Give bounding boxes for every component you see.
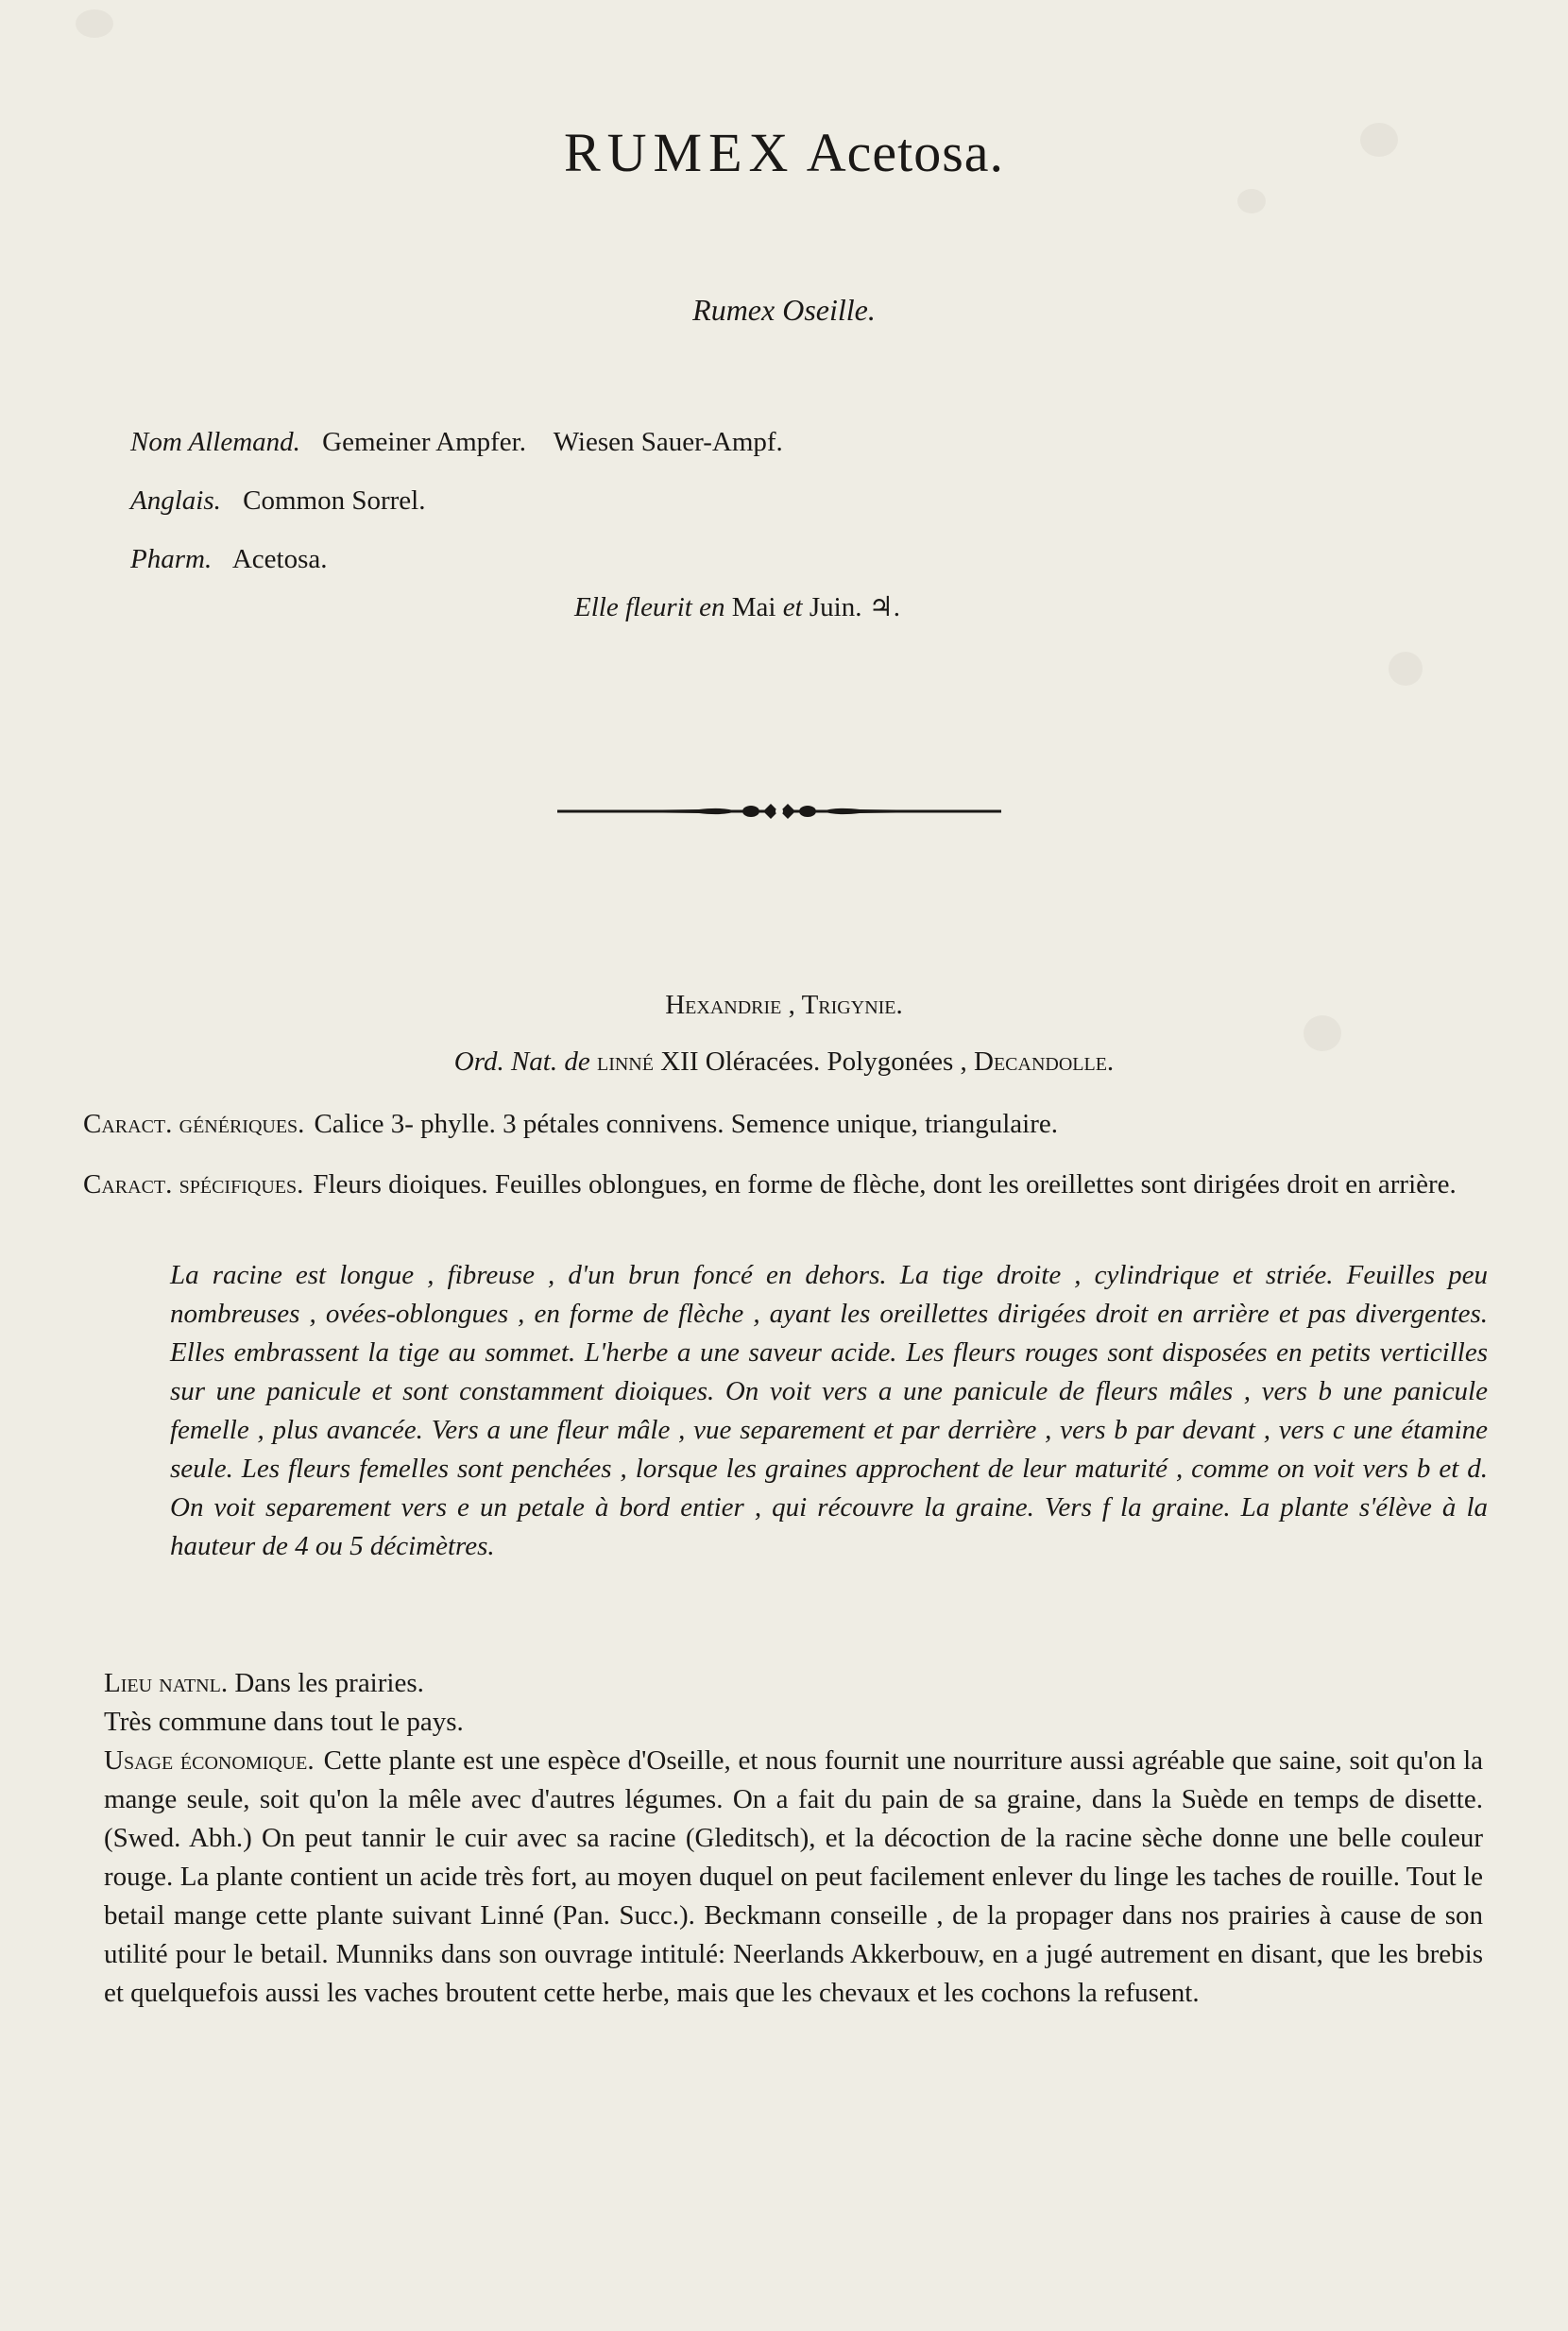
flowering-month: Mai bbox=[731, 592, 776, 622]
specific-text: Fleurs dioiques. Feuilles oblongues, en forme de flèche, dont les oreillettes sont dirigées droit en arrière. bbox=[313, 1169, 1457, 1200]
economic-use bbox=[104, 1742, 1483, 2013]
name-row-german bbox=[130, 427, 804, 485]
abundance: Très commune dans tout le pays. bbox=[104, 1707, 464, 1737]
plant-description: La racine est longue , fibreuse , d'un brun foncé en dehors. La tige droite , cylindrique et striée. Feuilles peu nombreuses , ovées-oblongues , en forme de flèche , ayant les oreillettes dirigées droit en arrière et pas divergentes. Elles embrassent la tige au sommet. L'herbe a une saveur acide. Les fleurs rouges sont disposées en petits verticilles sur une panicule et sont constamment dioiques. On voit vers a une panicule de fleurs mâles , vers b une panicule femelle , plus avancée. Vers a une fleur mâle , vue separement et par derrière , vers b par devant , vers c une étamine seule. Les fleurs femelles sont penchées , lorsque les graines approchent de leur maturité , comme on voit vers b et d. On voit separement vers e un petale à bord entier , qui récouvre la graine. Vers f la graine. La plante s'élève à la hauteur de 4 ou 5 décimètres. bbox=[170, 1260, 1488, 1561]
generic-text: Calice 3- phylle. 3 pétales connivens. Semence unique, triangulaire. bbox=[314, 1109, 1059, 1139]
title-genus: RUMEX bbox=[563, 122, 795, 183]
generic-head: Caract. génériques. bbox=[83, 1109, 305, 1139]
flowering-month-2: Juin. bbox=[809, 592, 862, 622]
habitat-head: Lieu natnl. bbox=[104, 1668, 229, 1698]
title-species: Acetosa. bbox=[806, 122, 1005, 183]
order-linne: linné bbox=[596, 1046, 654, 1077]
flowering-time bbox=[574, 590, 900, 623]
paper-stain bbox=[76, 9, 113, 38]
name-value: Wiesen Sauer-Ampf. bbox=[553, 427, 783, 457]
ornament-divider bbox=[557, 795, 1001, 827]
habitat-text: Dans les prairies. bbox=[234, 1668, 424, 1698]
name-label: Nom Allemand. bbox=[130, 427, 300, 457]
usage-head: Usage économique. bbox=[104, 1745, 315, 1776]
name-value: Gemeiner Ampfer. bbox=[322, 427, 526, 457]
name-value: Acetosa. bbox=[231, 544, 328, 574]
name-row-english bbox=[130, 485, 804, 544]
specific-head: Caract. spécifiques. bbox=[83, 1169, 304, 1200]
flowering-and: et bbox=[782, 592, 803, 622]
perennial-symbol: ♃. bbox=[868, 592, 900, 622]
specific-characters bbox=[83, 1166, 1486, 1204]
classification: Hexandrie , Trigynie. bbox=[665, 990, 903, 1020]
common-names bbox=[130, 427, 804, 603]
notes-section bbox=[104, 1664, 1483, 2013]
order-text: XII Oléracées. Polygonées , bbox=[660, 1046, 967, 1077]
page-title bbox=[0, 121, 1568, 184]
flowering-prefix: Elle fleurit en bbox=[574, 592, 725, 622]
generic-characters bbox=[83, 1105, 1486, 1144]
habitat bbox=[104, 1664, 1483, 1703]
name-label: Anglais. bbox=[130, 485, 221, 516]
name-value: Common Sorrel. bbox=[243, 485, 426, 516]
usage-text: Cette plante est une espèce d'Oseille, et nous fournit une nourriture aussi agréable que saine, soit qu'on la mange seule, soit qu'on la mêle avec d'autres légumes. On a fait du pain de sa graine, dans la Suède en temps de disette. (Swed. Abh.) On peut tannir le cuir avec sa racine (Gleditsch), et la décoction de la racine sèche donne une belle couleur rouge. La plante contient un acide très fort, au moyen duquel on peut facilement enlever du linge les taches de rouille. Tout le betail mange cette plante suivant Linné (Pan. Succ.). Beckmann conseille , de la propager dans nos prairies à cause de son utilité pour le betail. Munniks dans son ouvrage intitulé: Neerlands Akkerbouw, en a jugé autrement en disant, que les brebis et quelquefois aussi les vaches broutent cette herbe, mais que les chevaux et les cochons la refusent. bbox=[104, 1745, 1484, 2008]
order-label: Ord. Nat. de bbox=[453, 1046, 590, 1077]
natural-order bbox=[0, 1046, 1568, 1078]
order-decandolle: Decandolle. bbox=[974, 1046, 1115, 1077]
paper-stain bbox=[1237, 189, 1266, 213]
paper-stain bbox=[1389, 652, 1423, 686]
page-subtitle: Rumex Oseille. bbox=[692, 293, 876, 327]
name-label: Pharm. bbox=[130, 544, 213, 574]
